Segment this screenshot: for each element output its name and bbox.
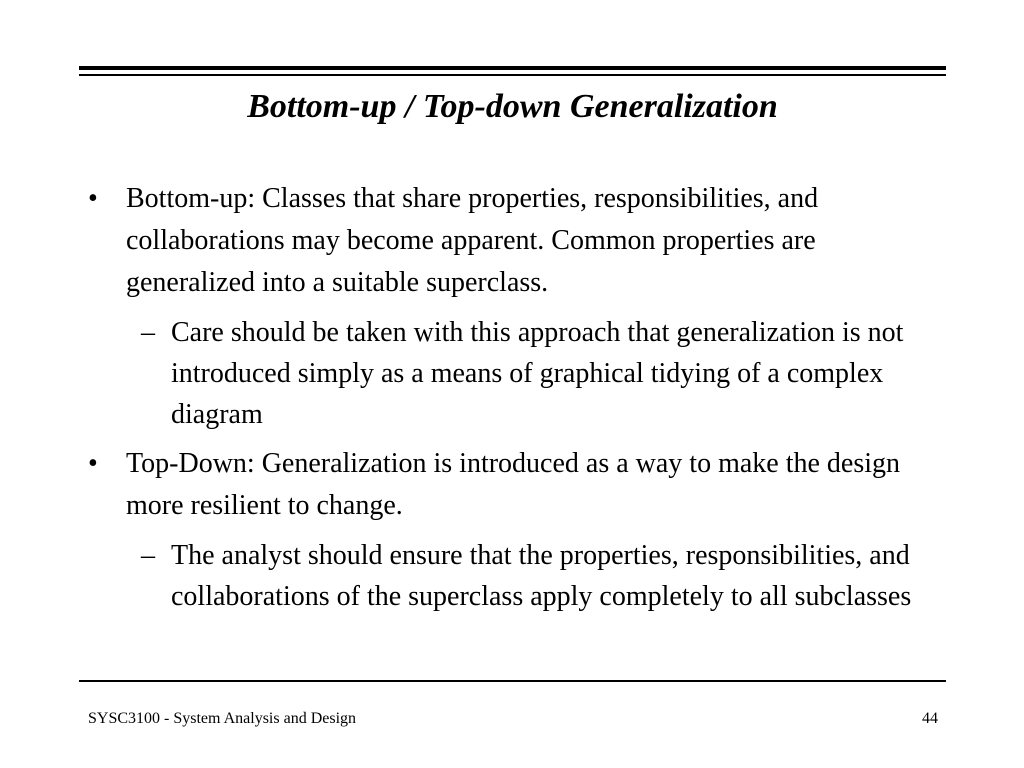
sub-bullet-item xyxy=(0,312,916,435)
slide-body xyxy=(0,178,1024,625)
footer-rule xyxy=(79,680,946,682)
header-rule-thick xyxy=(79,66,946,70)
sub-bullet-text: The analyst should ensure that the properties, responsibilities, and collaborations of the superclass apply completely to all subclasses xyxy=(171,540,912,612)
header-rule-thin xyxy=(79,74,946,76)
sub-bullet-marker: – xyxy=(141,317,155,348)
sub-bullet-marker: – xyxy=(141,540,155,571)
bullet-item xyxy=(0,178,926,304)
footer-page-number: 44 xyxy=(922,710,938,727)
bullet-marker: • xyxy=(88,183,98,214)
sub-bullet-text: Care should be taken with this approach that generalization is not introduced simply as a means of graphical tidying of a complex diagram xyxy=(171,317,904,430)
bullet-text: Top-Down: Generalization is introduced as a way to make the design more resilient to change. xyxy=(126,448,901,521)
sub-bullet-item xyxy=(0,535,916,617)
footer-course: SYSC3100 - System Analysis and Design xyxy=(88,710,357,727)
bullet-marker: • xyxy=(88,448,98,479)
bullet-text: Bottom-up: Classes that share properties, responsibilities, and collaborations may become apparent. Common properties are generalized into a suitable superclass. xyxy=(126,183,819,298)
bullet-item xyxy=(0,443,926,527)
slide-title: Bottom-up / Top-down Generalization xyxy=(247,88,778,125)
